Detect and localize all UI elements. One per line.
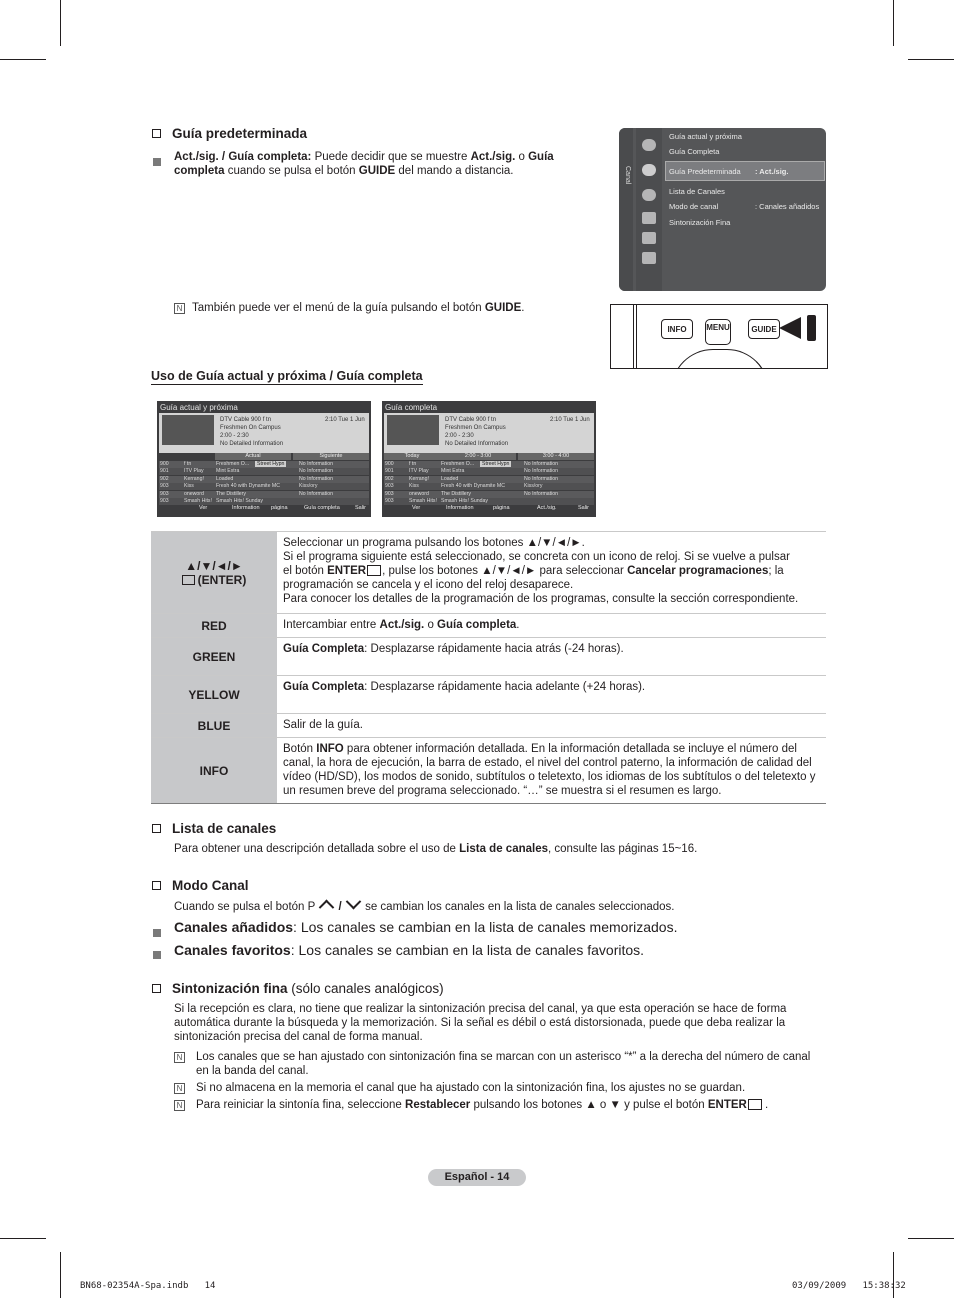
channel-label: Kerrang! xyxy=(409,475,429,482)
footer-information[interactable]: Information xyxy=(446,505,474,511)
menu-item[interactable]: Guía actual y próxima xyxy=(669,132,742,141)
bullet-icon xyxy=(153,153,161,171)
modo-added: Canales añadidos: Los canales se cambian en la lista de canales memorizados. xyxy=(174,919,678,935)
footer-guia-completa[interactable]: Guía completa xyxy=(304,505,340,511)
program-title: Freshmen On Campus xyxy=(220,425,281,431)
table-row xyxy=(151,638,826,676)
table-row xyxy=(151,676,826,714)
program-next: Kiss/ory xyxy=(524,483,543,490)
input-icon xyxy=(642,212,656,224)
imprint-file: BN68-02354A-Spa.indb 14 xyxy=(80,1281,216,1291)
channel-number: 902 xyxy=(160,475,169,482)
note-icon: N xyxy=(174,1100,185,1111)
info-button[interactable]: INFO xyxy=(661,319,693,339)
value-cell: Guía Completa: Desplazarse rápidamente hacia adelante (+24 horas). xyxy=(277,676,826,714)
footer-ver[interactable]: Ver xyxy=(199,505,208,511)
channel-label: oneword xyxy=(409,490,429,497)
menu-side-label: Canal xyxy=(624,166,631,185)
program-next: No Information xyxy=(524,475,559,482)
value-cell: Salir de la guía. xyxy=(277,714,826,738)
program-now: Loaded xyxy=(216,475,234,482)
guide-row[interactable] xyxy=(159,476,369,483)
guia-note: También puede ver el menú de la guía pulsando el botón GUIDE. xyxy=(192,302,525,314)
table-row xyxy=(151,532,826,614)
channel-label: Kerrang! xyxy=(184,475,204,482)
guide-title: Guía completa xyxy=(385,403,438,412)
program-now: Fresh 40 with Dynamite MC xyxy=(441,483,505,490)
bullet-icon xyxy=(153,924,161,942)
current-time: 2:10 Tue 1 Jun xyxy=(325,417,365,423)
channel-label: oneword xyxy=(184,490,204,497)
checkbox-icon xyxy=(152,824,161,833)
sinto-note-1: Los canales que se han ajustado con sintonización fina se marcan con un asterisco “*” a la derecha del número de canal en la banda del canal. xyxy=(196,1051,811,1077)
value-cell: Seleccionar un programa pulsando los botones ▲/▼/◄/►. Si el programa siguiente está seleccionado, se concreta con un icono de reloj. Si se vuelve a pulsar el botón ENTER , pulse los botones ▲/▼/◄/► para seleccionar Cancelar programaciones; la programación se cancela y el icono del reloj desaparece. Para conocer los detalles de la programación de los programas, consulte la sección correspondiente. xyxy=(277,532,826,614)
crop-mark xyxy=(0,1238,46,1239)
program-detail: No Detailed Information xyxy=(220,441,284,447)
video-thumbnail xyxy=(162,415,214,445)
crop-mark xyxy=(60,1252,61,1298)
crop-mark xyxy=(0,59,46,60)
key-cell: INFO xyxy=(151,738,277,804)
menu-item[interactable]: Sintonización Fina xyxy=(669,218,731,227)
channel-up-icon xyxy=(319,900,335,916)
checkbox-icon xyxy=(152,984,161,993)
channel-down-icon xyxy=(346,894,362,910)
column-header-today: Today xyxy=(384,453,440,460)
program-now: Mint Extra xyxy=(441,468,465,475)
key-cell: ▲/▼/◄/► (ENTER) xyxy=(151,532,277,614)
sinto-description: Si la recepción es clara, no tiene que realizar la sintonización precisa del canal, ya que esta operación se hace de forma automática durante la búsqueda y la memorización. Si la señal es débil o está distorsionada, puede que deba realizar la sintonización precisa del canal de forma manual. xyxy=(174,1003,787,1043)
crop-mark xyxy=(893,0,894,46)
menu-side-bar xyxy=(619,128,633,291)
program-next: No Information xyxy=(299,468,334,475)
menu-item[interactable]: Lista de Canales xyxy=(669,187,725,196)
program-title: Freshmen On Campus xyxy=(445,425,506,431)
guide-button[interactable]: GUIDE xyxy=(748,319,780,339)
program-now: Freshmen O... xyxy=(441,461,475,467)
sinto-note-3: Para reiniciar la sintonía fina, seleccione Restablecer pulsando los botones ▲ o ▼ y pulse el botón ENTER . xyxy=(196,1099,769,1111)
crop-mark xyxy=(908,59,954,60)
key-cell: BLUE xyxy=(151,714,277,738)
column-header-now: Actual xyxy=(215,453,291,460)
channel-number: 902 xyxy=(385,475,394,482)
bullet-icon xyxy=(153,946,161,964)
section-title-modo: Modo Canal xyxy=(152,878,249,893)
tv-menu-screenshot xyxy=(619,128,826,291)
channel-number: 901 xyxy=(385,468,394,475)
program-now: Smash Hits! Sunday xyxy=(441,498,488,504)
program-next: No Information xyxy=(524,468,559,475)
guide-info-panel xyxy=(159,413,369,453)
value-cell: Intercambiar entre Act./sig. o Guía completa. xyxy=(277,614,826,638)
program-next: No Information xyxy=(524,490,559,497)
imprint-date: 03/09/2009 15:38:32 xyxy=(792,1281,906,1291)
sound-icon xyxy=(642,164,656,176)
menu-button[interactable]: MENU xyxy=(705,319,731,345)
menu-item-value: : Canales añadidos xyxy=(755,202,820,211)
key-cell: GREEN xyxy=(151,638,277,676)
channel-number: 903 xyxy=(385,498,394,504)
guide-row[interactable] xyxy=(159,461,369,468)
guide-row[interactable] xyxy=(384,468,594,475)
column-header-slot-b: 3:00 - 4:00 xyxy=(518,453,594,460)
table-row xyxy=(151,614,826,638)
section-title-sinto: Sintonización fina (sólo canales analógicos) xyxy=(152,981,444,996)
video-thumbnail xyxy=(387,415,439,445)
remote-illustration xyxy=(610,304,828,369)
key-cell: RED xyxy=(151,614,277,638)
program-detail: No Detailed Information xyxy=(445,441,509,447)
channel-number: 903 xyxy=(385,483,394,490)
crop-mark xyxy=(893,1252,894,1298)
current-time: 2:10 Tue 1 Jun xyxy=(550,417,590,423)
guide-now-screenshot xyxy=(157,401,371,517)
guide-row[interactable] xyxy=(384,498,594,505)
channel-number: 903 xyxy=(160,490,169,497)
channel-label: f tn xyxy=(184,461,192,467)
channel-label: ITV Play xyxy=(184,468,204,475)
footer-act-sig[interactable]: Act./sig. xyxy=(537,505,557,511)
guide-row[interactable] xyxy=(384,483,594,490)
footer-salir[interactable]: Salir xyxy=(355,505,367,511)
enter-icon xyxy=(182,575,195,585)
channel-label: f tn xyxy=(409,461,417,467)
guide-row[interactable] xyxy=(159,468,369,475)
program-next: No Information xyxy=(524,461,559,467)
column-header-next: Siguiente xyxy=(293,453,369,460)
guide-full-screenshot xyxy=(382,401,596,517)
enter-icon xyxy=(748,1099,762,1110)
section-title-lista: Lista de canales xyxy=(152,821,276,836)
guide-row[interactable] xyxy=(159,491,369,498)
program-next: No Information xyxy=(299,461,334,467)
guide-row[interactable] xyxy=(159,498,369,505)
note-icon: N xyxy=(174,303,185,314)
footer-ver[interactable]: Ver xyxy=(412,505,421,511)
modo-description: Cuando se pulsa el botón P / se cambian los canales en la lista de canales seleccionados. xyxy=(174,899,675,914)
guide-row[interactable] xyxy=(159,483,369,490)
checkbox-icon xyxy=(152,881,161,890)
crop-mark xyxy=(908,1238,954,1239)
program-slot: 2:00 - 2:30 xyxy=(220,433,249,439)
menu-icon-column xyxy=(636,128,662,291)
sinto-note-2: Si no almacena en la memoria el canal que ha ajustado con la sintonización fina, los ajustes no se guardan. xyxy=(196,1082,746,1094)
page-number: Español - 14 xyxy=(428,1169,526,1186)
program-next: No Information xyxy=(299,490,334,497)
uso-title: Uso de Guía actual y próxima / Guía completa xyxy=(151,369,423,383)
remote-body-line xyxy=(633,305,634,368)
channel-label: Smash Hits! xyxy=(409,498,437,504)
menu-item[interactable]: Guía Completa xyxy=(669,147,720,156)
channel-name: DTV Cable 900 f tn xyxy=(220,417,272,423)
enter-icon xyxy=(367,565,381,576)
key-cell: YELLOW xyxy=(151,676,277,714)
note-icon: N xyxy=(174,1083,185,1094)
channel-number: 901 xyxy=(160,468,169,475)
channel-label: ITV Play xyxy=(409,468,429,475)
table-row xyxy=(151,714,826,738)
program-now: Mint Extra xyxy=(216,468,240,475)
guide-row[interactable] xyxy=(384,476,594,483)
program-now: Fresh 40 with Dynamite MC xyxy=(216,483,280,490)
program-now: The Distillery xyxy=(441,490,471,497)
support-icon xyxy=(642,252,656,264)
button-function-table xyxy=(151,531,826,804)
menu-item[interactable]: Guía Predeterminada xyxy=(669,167,741,176)
footer-pagina[interactable]: página xyxy=(271,505,288,511)
remote-body-line xyxy=(636,305,637,368)
crop-mark xyxy=(60,0,61,46)
setup-icon xyxy=(642,189,656,201)
program-now: Smash Hits! Sunday xyxy=(216,498,263,504)
value-cell: Botón INFO para obtener información detallada. En la información detallada se incluye el número del canal, la hora de ejecución, la barra de estado, el nivel del control paterno, la información de calidad del vídeo (HD/SD), los modos de sonido, subtítulos o teletexto, los idiomas de los subtítulos o del teletexto y un resumen breve del programa seleccionado. “…” se muestra si el resumen es largo. xyxy=(277,738,826,804)
guide-info-panel xyxy=(384,413,594,453)
program-slot: 2:00 - 2:30 xyxy=(445,433,474,439)
guide-title: Guía actual y próxima xyxy=(160,403,238,412)
application-icon xyxy=(642,232,656,244)
program-now: Loaded xyxy=(441,475,459,482)
table-row xyxy=(151,738,826,804)
program-next: No Information xyxy=(299,475,334,482)
program-now-highlight: Street Hypn xyxy=(482,461,510,467)
channel-label: Smash Hits! xyxy=(184,498,212,504)
footer-salir[interactable]: Salir xyxy=(578,505,590,511)
channel-number: 900 xyxy=(385,461,394,467)
channel-number: 903 xyxy=(385,490,394,497)
channel-label: Kiss xyxy=(409,483,419,490)
guia-description: Act./sig. / Guía completa: Puede decidir que se muestre Act./sig. o Guía completa cuando se pulsa el botón GUIDE del mando a distancia. xyxy=(174,151,554,177)
channel-number: 903 xyxy=(160,498,169,504)
nav-ring-icon xyxy=(671,349,769,369)
program-now: The Distillery xyxy=(216,490,246,497)
menu-item[interactable]: Modo de canal xyxy=(669,202,719,211)
value-cell: Guía Completa: Desplazarse rápidamente hacia atrás (-24 horas). xyxy=(277,638,826,676)
picture-icon xyxy=(642,139,656,151)
modo-favorites: Canales favoritos: Los canales se cambian en la lista de canales favoritos. xyxy=(174,942,645,958)
guide-row[interactable] xyxy=(384,461,594,468)
section-title-guia: Guía predeterminada xyxy=(152,126,307,141)
channel-label: Kiss xyxy=(184,483,194,490)
program-now: Freshmen O... xyxy=(216,461,250,467)
channel-name: DTV Cable 900 f tn xyxy=(445,417,497,423)
lista-description: Para obtener una descripción detallada sobre el uso de Lista de canales, consulte las páginas 15~16. xyxy=(174,843,698,855)
checkbox-icon xyxy=(152,129,161,138)
pointer-arrow-icon xyxy=(779,317,801,339)
footer-information[interactable]: Information xyxy=(232,505,260,511)
pointer-bar-icon xyxy=(807,315,816,341)
menu-item-value: : Act./sig. xyxy=(755,167,789,176)
footer-pagina[interactable]: página xyxy=(493,505,510,511)
guide-row[interactable] xyxy=(384,491,594,498)
program-next: Kiss/ory xyxy=(299,483,318,490)
channel-number: 900 xyxy=(160,461,169,467)
note-icon: N xyxy=(174,1052,185,1063)
channel-number: 903 xyxy=(160,483,169,490)
program-now-highlight: Street Hypn xyxy=(257,461,285,467)
column-header-slot-a: 2:00 - 3:00 xyxy=(440,453,516,460)
